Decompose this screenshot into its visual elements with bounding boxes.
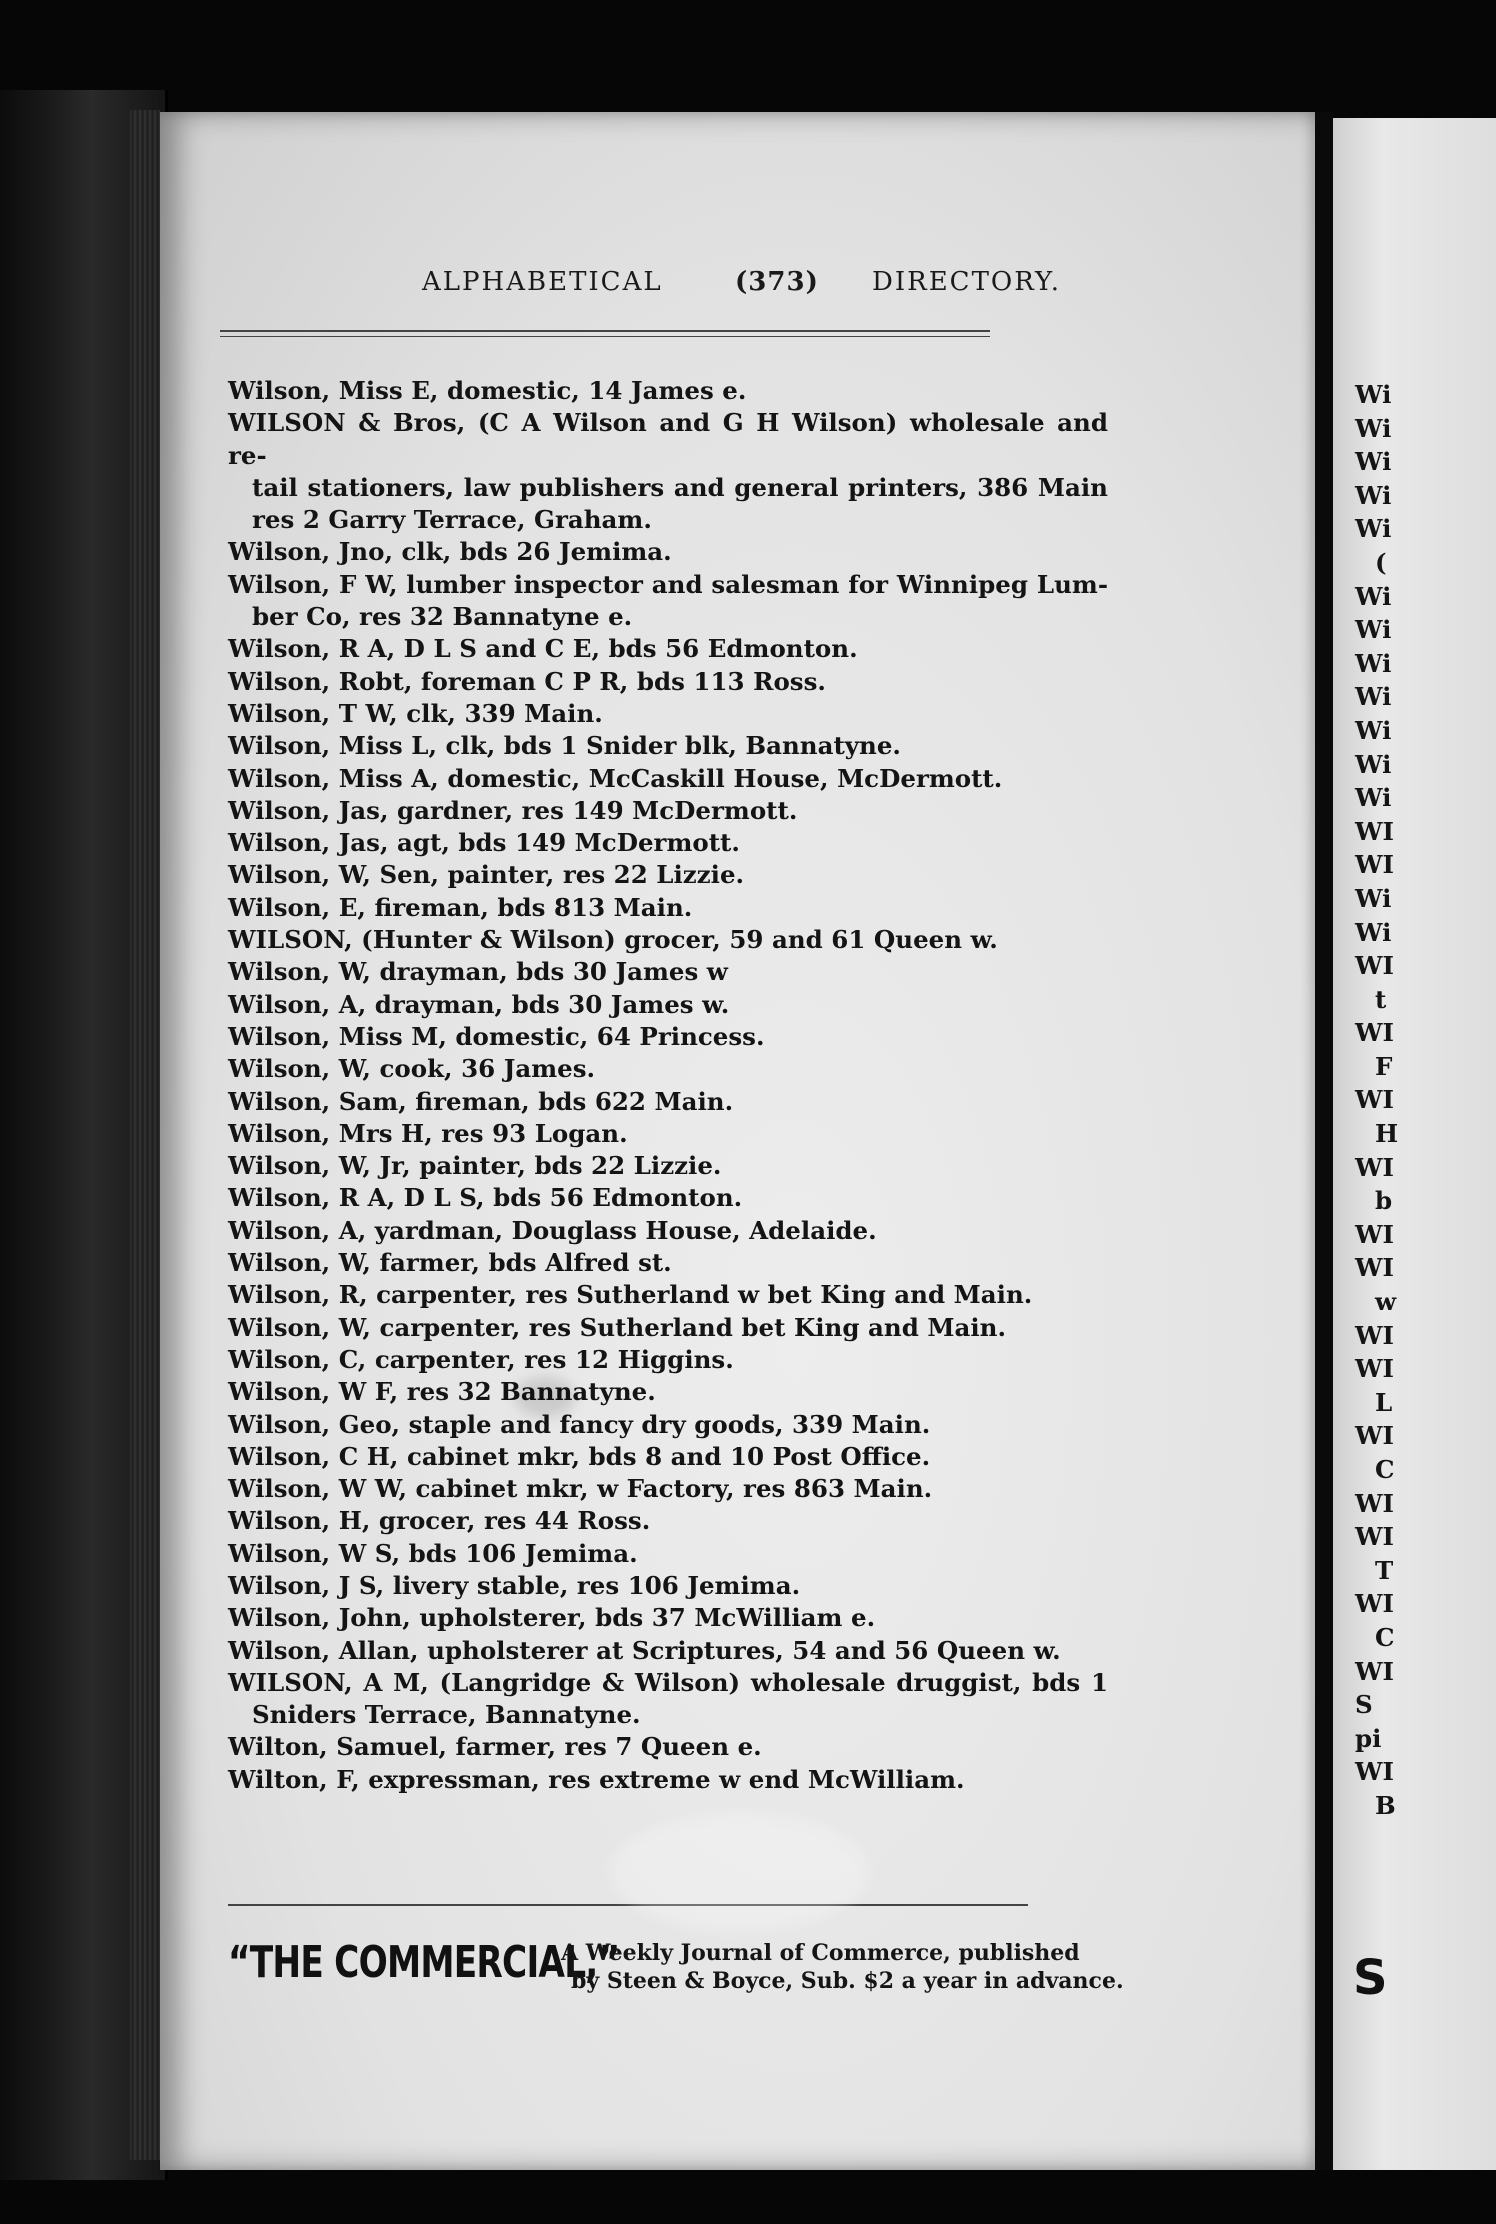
adjacent-page-fragment: Wi xyxy=(1355,581,1392,611)
directory-entry: Wilson, Miss E, domestic, 14 James e. xyxy=(228,376,747,405)
directory-entry: Wilson, Allan, upholsterer at Scriptures, 54 and 56 Queen w. xyxy=(228,1635,1061,1665)
directory-entry: Wilson, Miss M, domestic, 64 Princess. xyxy=(228,1021,765,1051)
page-gutter xyxy=(1315,112,1333,2170)
adjacent-page-fragment: w xyxy=(1375,1287,1397,1317)
directory-entry: Wilson, T W, clk, 339 Main. xyxy=(228,698,603,728)
adjacent-page-fragment: B xyxy=(1375,1790,1396,1820)
directory-entries xyxy=(228,375,1108,1796)
header-rule-thin xyxy=(220,336,990,337)
directory-entry: Wilson, A, drayman, bds 30 James w. xyxy=(228,989,730,1019)
adjacent-page-fragment: L xyxy=(1375,1387,1393,1417)
adjacent-page-fragment: C xyxy=(1375,1455,1395,1484)
page-number: (373) xyxy=(735,267,819,297)
directory-entry: Wilson, R A, D L S and C E, bds 56 Edmonton. xyxy=(228,634,858,664)
directory-entry: Wilson, R A, D L S, bds 56 Edmonton. xyxy=(228,1183,743,1213)
adjacent-page-fragment: t xyxy=(1375,984,1387,1014)
directory-entry: Wilson, John, upholsterer, bds 37 McWilliam e. xyxy=(228,1603,876,1633)
adjacent-page-fragment: Wi xyxy=(1355,514,1392,544)
directory-entry: WILSON & Bros, (C A Wilson and G H Wilson) wholesale and re- xyxy=(228,408,1108,470)
directory-entry: Wilson, Geo, staple and fancy dry goods, 339 Main. xyxy=(228,1409,931,1439)
advertisement xyxy=(228,1935,1178,2005)
adjacent-page-fragment: Wi xyxy=(1355,380,1392,409)
adjacent-page-fragment: C xyxy=(1375,1622,1395,1652)
ink-smudge xyxy=(515,1377,575,1417)
directory-entry: Wilton, Samuel, farmer, res 7 Queen e. xyxy=(228,1732,762,1762)
directory-entry: Wilson, W, cook, 36 James. xyxy=(228,1054,596,1084)
adjacent-page-fragment: Wi xyxy=(1355,783,1392,813)
adjacent-page-fragment: WI xyxy=(1355,1320,1394,1350)
directory-entry: Wilson, J S, livery stable, res 106 Jemima. xyxy=(228,1570,801,1600)
adjacent-page-fragment: WI xyxy=(1355,850,1394,880)
directory-entry: Wilson, Jas, gardner, res 149 McDermott. xyxy=(228,795,798,825)
adjacent-page-fragment: Wi xyxy=(1355,615,1392,645)
adjacent-page-fragment: pi xyxy=(1355,1723,1382,1753)
directory-entry: Wilson, C H, cabinet mkr, bds 8 and 10 Post Office. xyxy=(228,1441,931,1471)
directory-entry: Wilson, F W, lumber inspector and salesman for Winnipeg Lum- xyxy=(228,569,1108,599)
adjacent-page-fragment: WI xyxy=(1355,1421,1394,1451)
adjacent-page-fragment: WI xyxy=(1355,1757,1394,1787)
adjacent-page-fragment: WI xyxy=(1355,1656,1394,1686)
directory-entry: Wilson, E, fireman, bds 813 Main. xyxy=(228,892,693,922)
adjacent-page-fragment: WI xyxy=(1355,1152,1394,1182)
directory-entry: Wilson, H, grocer, res 44 Ross. xyxy=(228,1506,651,1536)
directory-entry: tail stationers, law publishers and general printers, 386 Main xyxy=(252,472,1108,502)
directory-entry: Wilson, W, carpenter, res Sutherland bet King and Main. xyxy=(228,1312,1007,1342)
header-left: ALPHABETICAL xyxy=(422,267,663,297)
directory-entry: Wilson, W, Sen, painter, res 22 Lizzie. xyxy=(228,860,745,890)
adjacent-page-fragment: F xyxy=(1375,1051,1393,1081)
directory-entry: res 2 Garry Terrace, Graham. xyxy=(252,505,652,535)
adjacent-page-fragment: Wi xyxy=(1355,413,1392,443)
adjacent-page-fragment: b xyxy=(1375,1186,1393,1216)
adjacent-page-fragment: Wi xyxy=(1355,682,1392,712)
adjacent-page-fragment: H xyxy=(1375,1119,1399,1149)
adjacent-page-fragment: Wi xyxy=(1355,447,1392,477)
adjacent-page-fragment: WI xyxy=(1355,1253,1394,1283)
adjacent-page-fragment: Wi xyxy=(1355,917,1392,947)
ad-text xyxy=(561,1939,1124,1995)
light-patch xyxy=(610,1812,870,1932)
header-right: DIRECTORY. xyxy=(872,267,1062,297)
directory-entry: Wilson, Robt, foreman C P R, bds 113 Ross. xyxy=(228,666,826,696)
adjacent-page-fragment: ( xyxy=(1375,547,1387,577)
directory-entry: WILSON, A M, (Langridge & Wilson) wholesale druggist, bds 1 xyxy=(228,1667,1108,1697)
directory-page xyxy=(160,112,1315,2170)
ad-line-1: A Weekly Journal of Commerce, published xyxy=(561,1940,1080,1966)
directory-entry: Wilson, W S, bds 106 Jemima. xyxy=(228,1538,638,1568)
adjacent-page-big-letter: S xyxy=(1353,1950,1388,2006)
adjacent-page-fragment: WI xyxy=(1355,1589,1394,1619)
adjacent-page-fragment: WI xyxy=(1355,1018,1394,1048)
adjacent-page-fragment: WI xyxy=(1355,1488,1394,1518)
directory-entry: Wilson, R, carpenter, res Sutherland w bet King and Main. xyxy=(228,1280,1033,1310)
ad-line-2: by Steen & Boyce, Sub. $2 a year in advance. xyxy=(571,1968,1124,1994)
directory-entry: ber Co, res 32 Bannatyne e. xyxy=(252,602,633,632)
header-rule xyxy=(220,330,990,332)
directory-entry: Wilson, W, drayman, bds 30 James w xyxy=(228,957,728,987)
adjacent-page-fragment: WI xyxy=(1355,1219,1394,1249)
adjacent-page-fragment: Wi xyxy=(1355,883,1392,913)
directory-entry: Wilson, A, yardman, Douglass House, Adelaide. xyxy=(228,1215,877,1245)
directory-entry: Wilton, F, expressman, res extreme w end McWilliam. xyxy=(228,1764,965,1794)
directory-entry: Wilson, Jno, clk, bds 26 Jemima. xyxy=(228,537,672,567)
directory-entry: Wilson, C, carpenter, res 12 Higgins. xyxy=(228,1344,734,1374)
adjacent-page-fragment: WI xyxy=(1355,951,1394,981)
adjacent-page-fragment: WI xyxy=(1355,1085,1394,1115)
ad-title: “THE COMMERCIAL,” xyxy=(228,1937,620,1988)
adjacent-page-fragments xyxy=(1355,378,1398,1823)
directory-entry: Wilson, Sam, fireman, bds 622 Main. xyxy=(228,1086,734,1116)
directory-entry: Wilson, Miss A, domestic, McCaskill House, McDermott. xyxy=(228,763,1003,793)
directory-entry: Sniders Terrace, Bannatyne. xyxy=(252,1700,641,1730)
adjacent-page-fragment: Wi xyxy=(1355,715,1392,745)
adjacent-page-fragment: WI xyxy=(1355,1354,1394,1384)
adjacent-page-fragment: Wi xyxy=(1355,648,1392,678)
adjacent-page-fragment: Wi xyxy=(1355,749,1392,779)
adjacent-page-fragment: S xyxy=(1355,1690,1373,1720)
directory-entry: Wilson, Mrs H, res 93 Logan. xyxy=(228,1118,628,1148)
directory-entry: Wilson, W, Jr, painter, bds 22 Lizzie. xyxy=(228,1151,722,1181)
directory-entry: Wilson, W F, res 32 Bannatyne. xyxy=(228,1377,656,1407)
directory-entry: Wilson, W, farmer, bds Alfred st. xyxy=(228,1248,672,1278)
directory-entry: Wilson, Jas, agt, bds 149 McDermott. xyxy=(228,828,740,858)
adjacent-page-fragment: WI xyxy=(1355,1522,1394,1552)
adjacent-page-fragment: Wi xyxy=(1355,480,1392,510)
directory-entry: Wilson, W W, cabinet mkr, w Factory, res 863 Main. xyxy=(228,1474,933,1504)
footer-rule xyxy=(228,1904,1028,1906)
directory-entry: WILSON, (Hunter & Wilson) grocer, 59 and 61 Queen w. xyxy=(228,925,998,955)
adjacent-page xyxy=(1333,118,1496,2170)
adjacent-page-fragment: T xyxy=(1375,1555,1394,1585)
directory-entry: Wilson, Miss L, clk, bds 1 Snider blk, Bannatyne. xyxy=(228,731,901,761)
adjacent-page-fragment: WI xyxy=(1355,816,1394,846)
page-edges xyxy=(130,110,160,2160)
